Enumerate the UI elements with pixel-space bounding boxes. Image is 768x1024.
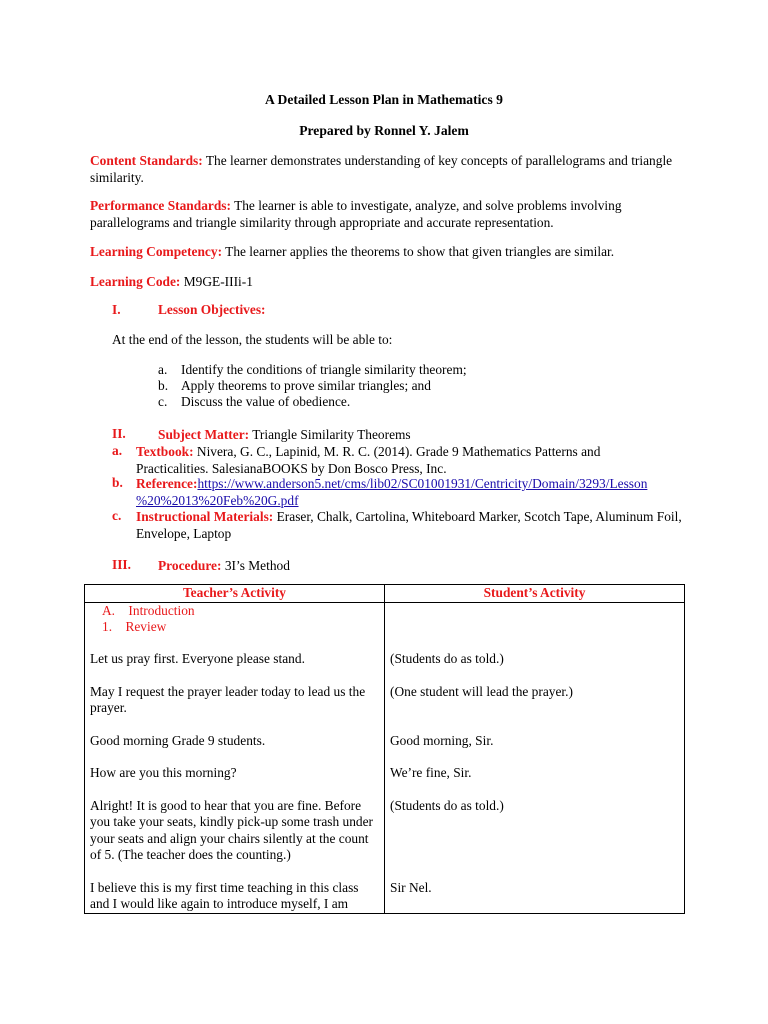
- textbook-marker: a.: [112, 443, 123, 458]
- introduction-line: [90, 603, 379, 619]
- content-standards-label: Content Standards:: [90, 153, 203, 168]
- objective-item-marker: a.: [158, 362, 168, 377]
- content-standards: [90, 152, 690, 186]
- teacher-line: Alright! It is good to hear that you are fine. Before you take your seats, kindly pick-up some trash under your seats and align your chairs silently at the count of 5. (The teacher does the counting.): [90, 797, 374, 862]
- student-activity-header: Student’s Activity: [385, 585, 685, 603]
- objective-item: Discuss the value of obedience.: [181, 394, 351, 409]
- learning-code-text: M9GE-IIIi-1: [183, 274, 253, 289]
- procedure-line: [158, 557, 290, 574]
- performance-standards-text: The learner is able to investigate, analyze, and solve problems involving parallelograms and triangle similarity through appropriate and accurate representation.: [90, 198, 622, 230]
- student-line: (Students do as told.): [390, 651, 504, 666]
- procedure-heading: Procedure:: [158, 558, 222, 573]
- student-line: Good morning, Sir.: [390, 732, 494, 748]
- materials-marker: c.: [112, 508, 122, 523]
- teacher-activity-header: Teacher’s Activity: [85, 585, 385, 603]
- materials-text: Eraser, Chalk, Cartolina, Whiteboard Marker, Scotch Tape, Aluminum Foil, Envelope, Laptop: [136, 509, 682, 541]
- review-line: [90, 619, 379, 635]
- teacher-line: How are you this morning?: [90, 765, 237, 780]
- performance-standards: [90, 197, 690, 231]
- objectives-heading: Lesson Objectives:: [158, 302, 266, 317]
- student-activity-cell: [385, 603, 685, 914]
- student-line: We’re fine, Sir.: [390, 765, 472, 780]
- subject-line: [158, 426, 411, 443]
- prepared-by: Prepared by Ronnel Y. Jalem: [299, 123, 469, 138]
- document-title: A Detailed Lesson Plan in Mathematics 9: [265, 92, 503, 107]
- subject-topic: Triangle Similarity Theorems: [252, 427, 411, 442]
- learning-code-label: Learning Code:: [90, 274, 181, 289]
- teacher-line: May I request the prayer leader today to lead us the prayer.: [90, 683, 366, 715]
- reference-link[interactable]: https://www.anderson5.net/cms/lib02/SC01001931/Centricity/Domain/3293/Lesson: [197, 476, 648, 491]
- learning-code: [90, 273, 690, 290]
- student-line: (Students do as told.): [390, 797, 504, 813]
- objective-item: Identify the conditions of triangle similarity theorem;: [181, 362, 467, 377]
- table-header-row: [85, 585, 685, 603]
- student-line: Sir Nel.: [390, 879, 432, 895]
- learning-competency: [90, 243, 690, 260]
- reference-marker: b.: [112, 475, 123, 490]
- table-row: [85, 603, 685, 914]
- textbook-text: Nivera, G. C., Lapinid, M. R. C. (2014). Grade 9 Mathematics Patterns and Practicalities. SalesianaBOOKS by Don Bosco Press, Inc.: [136, 444, 601, 476]
- subject-heading: Subject Matter:: [158, 427, 250, 442]
- student-line: (One student will lead the prayer.): [390, 683, 573, 699]
- teacher-activity-cell: [85, 603, 385, 914]
- reference-link-continued[interactable]: %20%2013%20Feb%20G.pdf: [136, 493, 299, 508]
- reference-entry: [136, 475, 696, 509]
- teacher-line: Let us pray first. Everyone please stand.: [90, 651, 305, 666]
- objective-item-marker: b.: [158, 378, 169, 393]
- introduction-label: Introduction: [128, 603, 195, 618]
- content-standards-text: The learner demonstrates understanding of key concepts of parallelograms and triangle similarity.: [90, 153, 673, 185]
- textbook-label: Textbook:: [136, 444, 194, 459]
- materials-label: Instructional Materials:: [136, 509, 274, 524]
- teacher-line: Good morning Grade 9 students.: [90, 732, 266, 748]
- review-label: Review: [125, 619, 167, 634]
- review-marker: 1.: [102, 619, 113, 634]
- learning-competency-label: Learning Competency:: [90, 244, 223, 259]
- teacher-line: I believe this is my first time teaching in this class and I would like again to introduce myself, I am: [90, 879, 359, 911]
- objective-item-marker: c.: [158, 394, 168, 409]
- procedure-method: 3I’s Method: [224, 558, 290, 573]
- objectives-intro: At the end of the lesson, the students will be able to:: [112, 332, 393, 347]
- materials-entry: [136, 508, 684, 542]
- textbook-entry: [136, 443, 636, 477]
- introduction-marker: A.: [102, 603, 116, 618]
- objective-item: Apply theorems to prove similar triangles; and: [181, 378, 431, 393]
- subject-numeral: II.: [112, 426, 126, 441]
- activity-table: [84, 584, 685, 914]
- objectives-numeral: I.: [112, 302, 121, 317]
- reference-label: Reference:: [136, 476, 198, 491]
- procedure-numeral: III.: [112, 557, 131, 572]
- performance-standards-label: Performance Standards:: [90, 198, 231, 213]
- learning-competency-text: The learner applies the theorems to show that given triangles are similar.: [225, 244, 615, 259]
